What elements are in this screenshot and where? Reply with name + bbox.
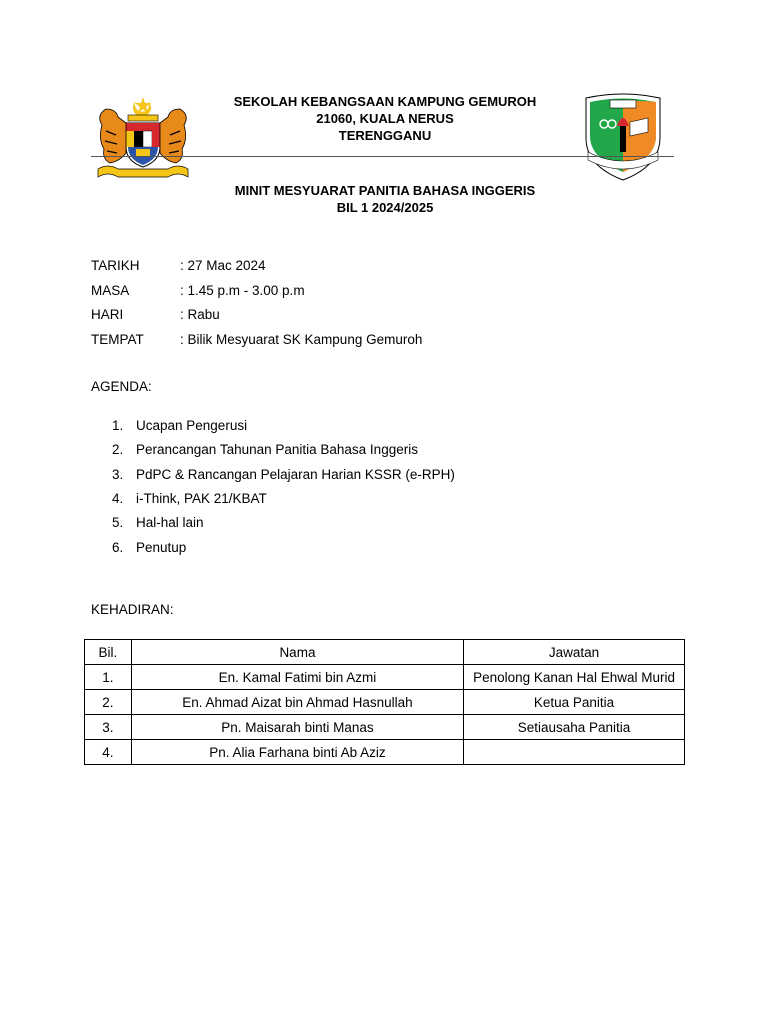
agenda-item-number: 2. xyxy=(112,442,124,457)
table-header-row xyxy=(85,640,685,665)
agenda-item-text: Hal-hal lain xyxy=(136,515,204,530)
agenda-item-text: Penutup xyxy=(136,540,187,555)
info-label: TARIKH xyxy=(91,258,140,273)
attendance-heading: KEHADIRAN: xyxy=(91,602,174,617)
cell-nama: En. Kamal Fatimi bin Azmi xyxy=(131,665,463,690)
agenda-item xyxy=(112,441,418,459)
info-label: HARI xyxy=(91,307,124,322)
cell-bil: 1. xyxy=(85,665,132,690)
table-row xyxy=(85,740,685,765)
header-divider xyxy=(91,156,674,157)
cell-jawatan: Penolong Kanan Hal Ehwal Murid xyxy=(464,665,685,690)
agenda-item xyxy=(112,539,186,557)
agenda-item xyxy=(112,514,204,532)
info-value: : 27 Mac 2024 xyxy=(180,258,266,273)
school-name: SEKOLAH KEBANGSAAN KAMPUNG GEMUROH xyxy=(233,94,537,109)
agenda-item-text: i-Think, PAK 21/KBAT xyxy=(136,491,267,506)
agenda-item xyxy=(112,417,247,435)
column-header-bil: Bil. xyxy=(85,640,132,665)
agenda-item-number: 4. xyxy=(112,491,124,506)
column-header-jawatan: Jawatan xyxy=(464,640,685,665)
info-value: : Bilik Mesyuarat SK Kampung Gemuroh xyxy=(180,332,423,347)
cell-jawatan: Ketua Panitia xyxy=(464,690,685,715)
table-row xyxy=(85,715,685,740)
school-address: 21060, KUALA NERUS xyxy=(316,111,454,126)
table-row xyxy=(85,690,685,715)
minutes-title: MINIT MESYUARAT PANITIA BAHASA INGGERIS xyxy=(234,183,536,198)
agenda-item-number: 1. xyxy=(112,418,124,433)
info-label: MASA xyxy=(91,283,130,298)
agenda-item-text: Ucapan Pengerusi xyxy=(136,418,248,433)
agenda-item xyxy=(112,466,455,484)
agenda-item-text: PdPC & Rancangan Pelajaran Harian KSSR (e-RPH) xyxy=(136,467,455,482)
cell-bil: 4. xyxy=(85,740,132,765)
agenda-item xyxy=(112,490,267,508)
meeting-number: BIL 1 2024/2025 xyxy=(336,200,434,215)
attendance-table xyxy=(84,639,685,765)
agenda-item-text: Perancangan Tahunan Panitia Bahasa Inggeris xyxy=(136,442,418,457)
agenda-item-number: 6. xyxy=(112,540,124,555)
cell-jawatan xyxy=(464,740,685,765)
agenda-item-number: 5. xyxy=(112,515,124,530)
cell-bil: 2. xyxy=(85,690,132,715)
cell-jawatan: Setiausaha Panitia xyxy=(464,715,685,740)
agenda-heading: AGENDA: xyxy=(91,379,152,394)
cell-nama: Pn. Maisarah binti Manas xyxy=(131,715,463,740)
coat-of-arms-logo xyxy=(92,95,194,185)
cell-nama: Pn. Alia Farhana binti Ab Aziz xyxy=(131,740,463,765)
cell-bil: 3. xyxy=(85,715,132,740)
cell-nama: En. Ahmad Aizat bin Ahmad Hasnullah xyxy=(131,690,463,715)
info-value: : Rabu xyxy=(180,307,220,322)
school-crest-logo xyxy=(582,92,664,182)
table-row xyxy=(85,665,685,690)
info-label: TEMPAT xyxy=(91,332,144,347)
column-header-nama: Nama xyxy=(131,640,463,665)
school-state: TERENGGANU xyxy=(338,128,432,143)
info-value: : 1.45 p.m - 3.00 p.m xyxy=(180,283,305,298)
agenda-item-number: 3. xyxy=(112,467,124,482)
